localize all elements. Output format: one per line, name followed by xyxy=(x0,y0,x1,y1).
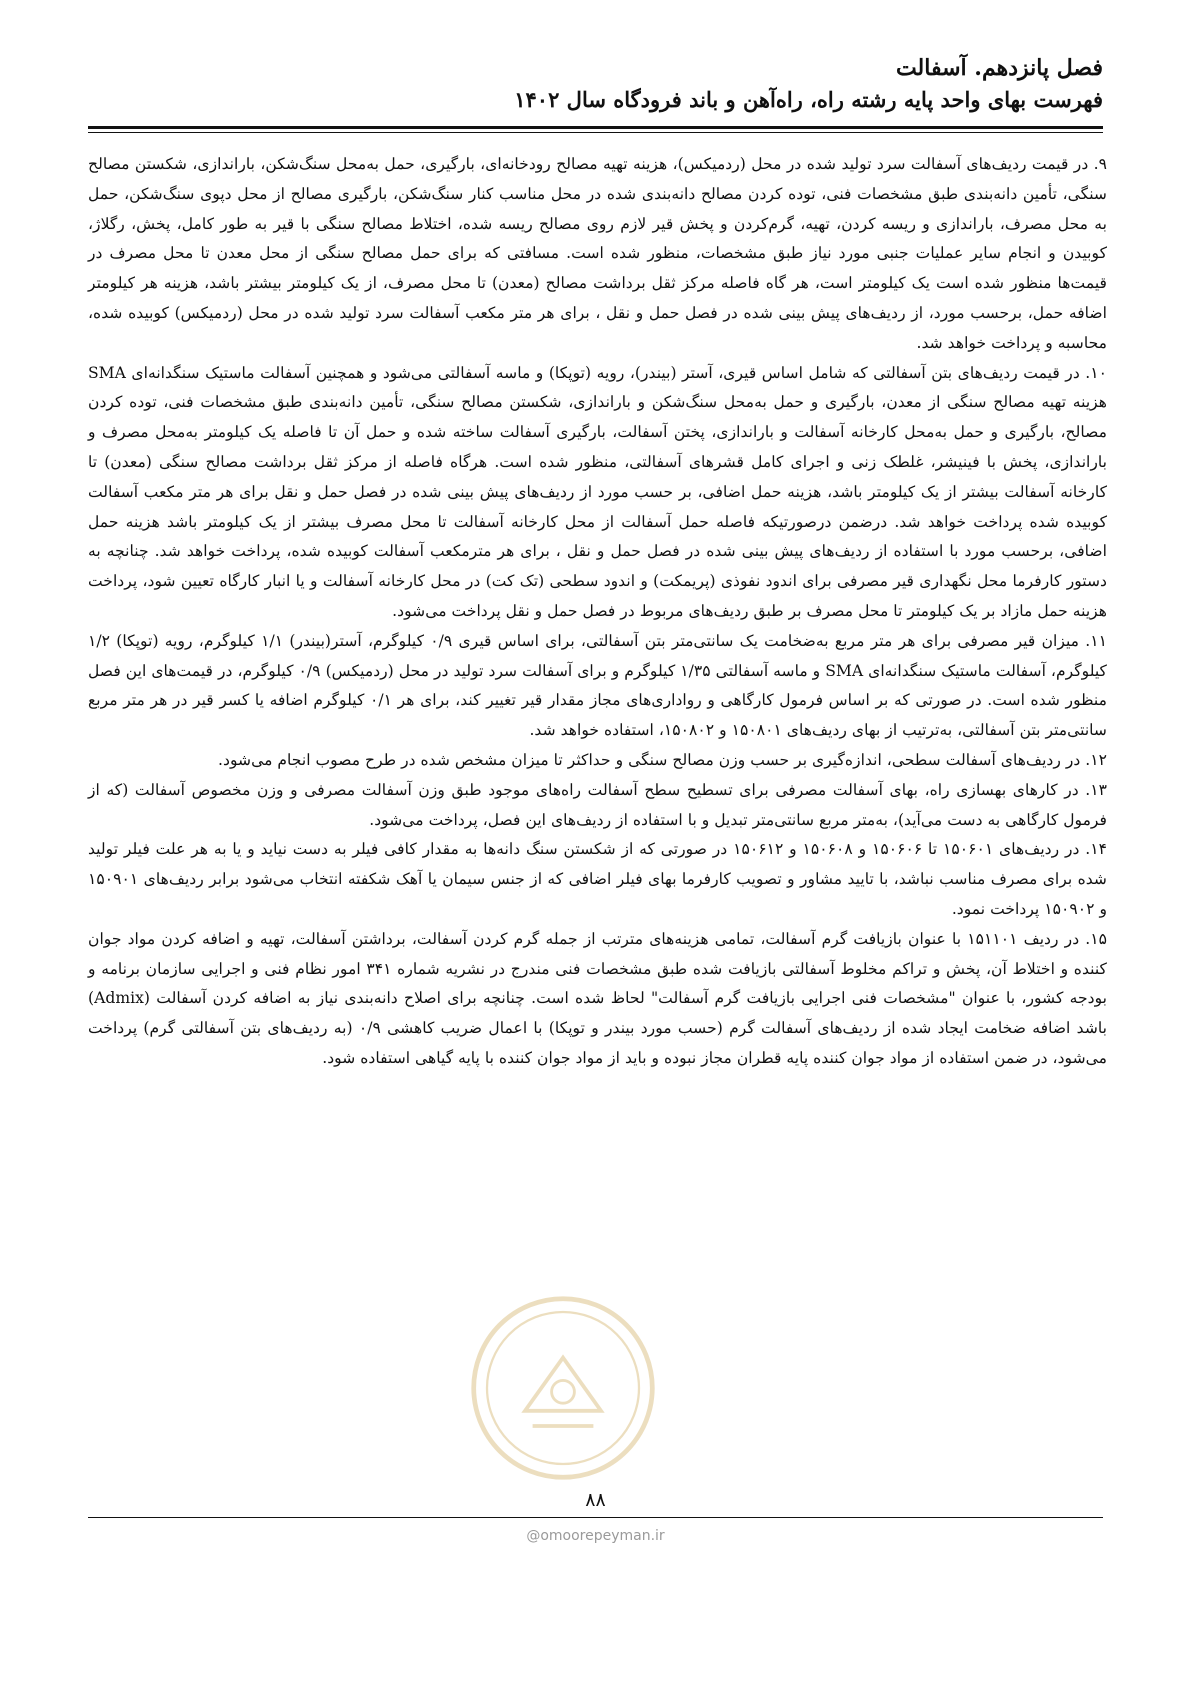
seal-watermark-icon xyxy=(468,1293,658,1483)
paragraph-11: ۱۱. میزان قیر مصرفی برای هر متر مربع به‌ضخامت یک سانتی‌متر بتن آسفالتی، برای اساس قیری ۰/۹ کیلوگرم، آستر(بیندر) ۱/۱ کیلوگرم، رویه (توپکا) ۱/۲ کیلوگرم، آسفالت ماستیک سنگدانه‌ای SMA و ماسه آسفالتی ۱/۳۵ کیلوگرم و برای آسفالت سرد تولید در محل (ردمیکس) ۰/۹ کیلوگرم، در قیمت‌های این فصل منظور شده است. در صورتی که بر اساس فرمول کارگاهی و رواداری‌های مجاز مقدار قیر تغییر کند، برای هر ۰/۱ کیلوگرم اضافه یا کسر قیر در هر متر مربع سانتی‌متر بتن آسفالتی، به‌ترتیب از بهای ردیف‌های ۱۵۰۸۰۱ و ۱۵۰۸۰۲، استفاده خواهد شد. xyxy=(88,631,1108,740)
header-rule-thin xyxy=(88,132,1103,133)
header-rule-thick xyxy=(88,126,1103,129)
chapter-title: فصل پانزدهم. آسفالت xyxy=(895,55,1103,81)
document-subtitle: فهرست بهای واحد پایه رشته راه، راه‌آهن و باند فرودگاه سال ۱۴۰۲ xyxy=(514,87,1103,112)
paragraph-13: ۱۳. در کارهای بهسازی راه، بهای آسفالت مصرفی برای تسطیح سطح آسفالت راه‌های موجود طبق وزن آسفالت مصرفی و وزن مخصوص آسفالت (که از فرمول کارگاهی به دست می‌آید)، به‌متر مربع سانتی‌متر تبدیل و با استفاده از ردیف‌های این فصل، پرداخت می‌شود. xyxy=(88,780,1107,829)
footer-rule xyxy=(88,1517,1103,1518)
paragraph-9: ۹. در قیمت ردیف‌های آسفالت سرد تولید شده در محل (ردمیکس)، هزینه تهیه مصالح رودخانه‌ای، بارگیری، حمل به‌محل سنگ‌شکن، باراندازی، شکستن مصالح سنگی، تأمین دانه‌بندی طبق مشخصات فنی، توده کردن مصالح دانه‌بندی شده در محل مناسب کنار سنگ‌شکن، بارگیری مصالح از محل دپوی سنگ‌شکن، حمل به محل مصرف، باراندازی و ریسه کردن، تهیه، گرم‌کردن و پخش قیر لازم روی مصالح ریسه شده، اختلاط مصالح سنگی با قیر به طور کامل، پخش، رگلاژ، کوبیدن و انجام سایر عملیات جنبی مورد نیاز طبق مشخصات، منظور شده است. مسافتی که برای حمل مصالح سنگی از محل معدن تا محل مصرف در قیمت‌ها منظور شده است یک کیلومتر است، هر گاه فاصله مرکز ثقل برداشت مصالح (معدن) تا محل مصرف، از یک کیلومتر بیشتر باشد، هزینه هر کیلومتر اضافه حمل، برحسب مورد، از ردیف‌های پیش بینی شده در فصل حمل و نقل ، برای هر متر مکعب آسفالت سرد تولید شده در محل (ردمیکس) کوبیده شده، محاسبه و پرداخت خواهد شد. xyxy=(88,155,1107,352)
page-header xyxy=(88,52,1103,116)
paragraph-10: ۱۰. در قیمت ردیف‌های بتن آسفالتی که شامل اساس قیری، آستر (بیندر)، رویه (توپکا) و ماسه آسفالتی می‌شود و همچنین آسفالت ماستیک سنگدانه‌ای SMA هزینه تهیه مصالح سنگی از معدن، بارگیری و حمل به‌محل سنگ‌شکن و باراندازی، شکستن مصالح سنگی، تأمین دانه‌بندی طبق مشخصات فنی، توده کردن مصالح، بارگیری و حمل به‌محل کارخانه آسفالت و باراندازی، پختن آسفالت، بارگیری آسفالت ساخته شده و حمل آن تا فاصله یک کیلومتر به‌محل مصرف و باراندازی، پخش با فینیشر، غلطک زنی و اجرای کامل قشرهای آسفالتی، منظور شده است. هرگاه فاصله از مرکز ثقل برداشت مصالح سنگی (معدن) تا کارخانه آسفالت بیشتر از یک کیلومتر باشد، هزینه حمل اضافی، بر حسب مورد از ردیف‌های پیش بینی شده در فصل حمل و نقل برای هر متر مکعب آسفالت کوبیده شده پرداخت خواهد شد. درضمن درصورتیکه فاصله حمل آسفالت از محل کارخانه آسفالت تا محل مصرف بیشتر از یک کیلومتر باشد هزینه حمل اضافی، برحسب مورد با استفاده از ردیف‌های پیش بینی شده در فصل حمل و نقل ، برای هر مترمکعب آسفالت کوبیده شده، پرداخت خواهد شد. چنانچه به دستور کارفرما محل نگهداری قیر مصرفی برای اندود نفوذی (پریمکت) و اندود سطحی (تک کت) در محل کارخانه آسفالت و یا انبار کارگاه تعیین شود، پرداخت هزینه حمل مازاد بر یک کیلومتر تا محل مصرف بر طبق ردیف‌های مربوط در فصل حمل و نقل پرداخت می‌شود. xyxy=(88,363,1107,620)
page-number: ۸۸ xyxy=(585,1489,606,1511)
paragraph-15: ۱۵. در ردیف ۱۵۱۱۰۱ با عنوان بازیافت گرم آسفالت، تمامی هزینه‌های مترتب از جمله گرم کردن آسفالت، برداشتن آسفالت، تهیه و اضافه کردن مواد جوان کننده و اختلاط آن، پخش و تراکم مخلوط آسفالتی بازیافت شده طبق مشخصات فنی مندرج در نشریه شماره ۳۴۱ امور نظام فنی و اجرایی سازمان برنامه و بودجه کشور، با عنوان "مشخصات فنی اجرایی بازیافت گرم آسفالت" لحاظ شده است. چنانچه برای اصلاح دانه‌بندی نیاز به اضافه کردن آسفالت (Admix) باشد اضافه ضخامت ایجاد شده از ردیف‌های آسفالت گرم (حسب مورد بیندر و توپکا) با اعمال ضریب کاهشی ۰/۹ (به ردیف‌های بتن آسفالتی گرم) پرداخت می‌شود، در ضمن استفاده از مواد جوان کننده پایه قطران مجاز نبوده و باید از مواد جوان کننده با پایه گیاهی استفاده شود. xyxy=(88,929,1107,1067)
website-watermark: @omoorepeyman.ir xyxy=(526,1528,665,1544)
body-text xyxy=(88,150,1107,1074)
paragraph-12: ۱۲. در ردیف‌های آسفالت سطحی، اندازه‌گیری بر حسب وزن مصالح سنگی و حداکثر تا میزان مشخص شده در طرح مصوب انجام می‌شود. xyxy=(218,750,1107,769)
paragraph-14: ۱۴. در ردیف‌های ۱۵۰۶۰۱ تا ۱۵۰۶۰۶ و ۱۵۰۶۰۸ و ۱۵۰۶۱۲ در صورتی که از شکستن سنگ دانه‌ها به مقدار کافی فیلر به دست نیاید و یا به هر علت فیلر تولید شده برای مصرف مناسب نباشد، با تایید مشاور و تصویب کارفرما بهای فیلر اضافی که از جنس سیمان یا آهک شکفته انتخاب می‌شود برابر ردیف‌های ۱۵۰۹۰۱ و ۱۵۰۹۰۲ پرداخت نمود. xyxy=(88,840,1107,918)
